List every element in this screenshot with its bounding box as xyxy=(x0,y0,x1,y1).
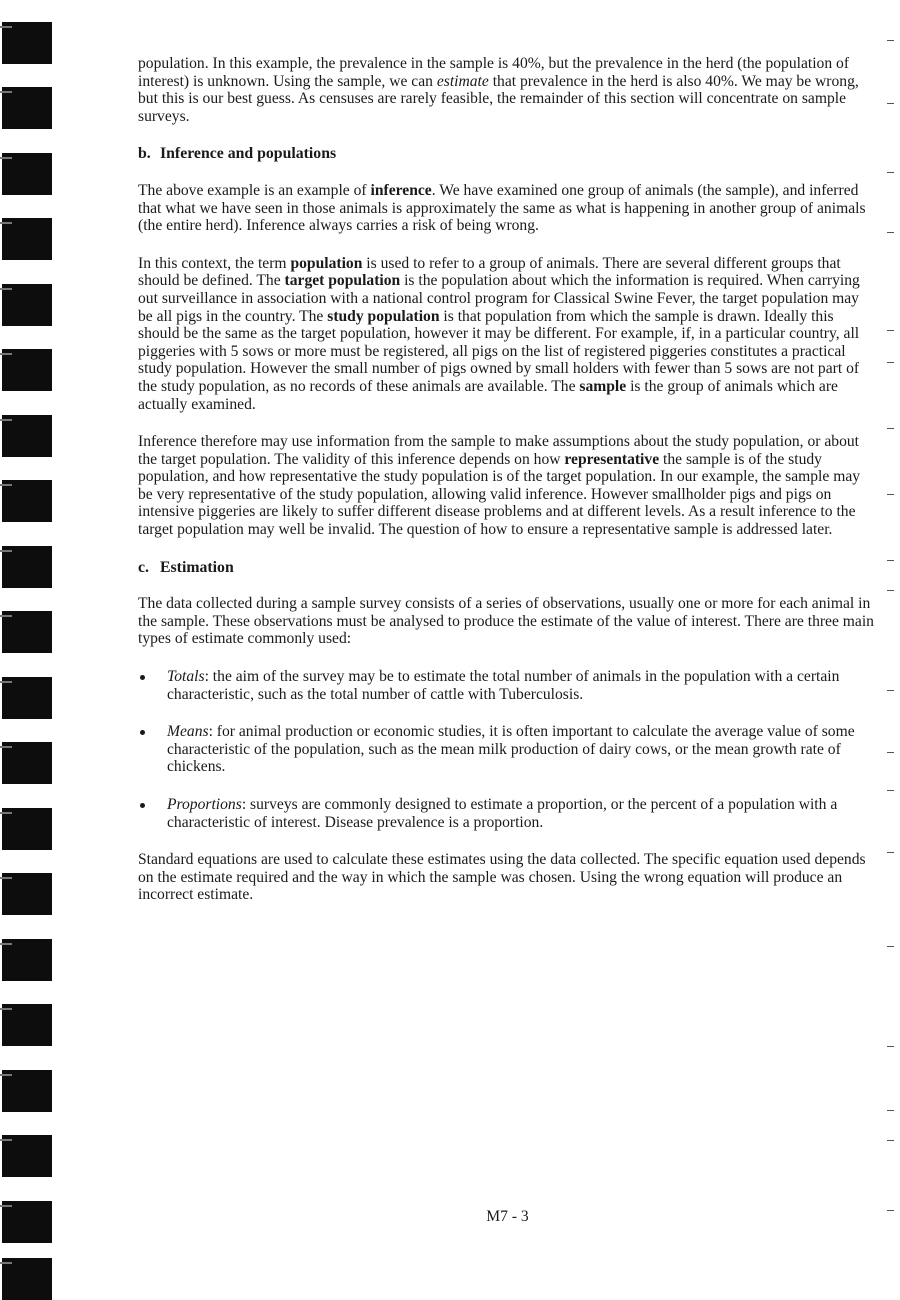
binding-mark xyxy=(2,218,52,260)
binding-mark xyxy=(2,22,52,64)
text-run: target population xyxy=(284,272,401,290)
binding-mark xyxy=(2,1135,52,1177)
text-run: estimate xyxy=(436,72,489,90)
list-item-text xyxy=(167,723,855,775)
text-run: . We have examined one group of animals (the sample), and inferred that what we have seen in those animals is approximately the same as what is happening in another group of animals (the entire herd). Inference always carries a risk of being wrong. xyxy=(138,181,866,235)
section-c-heading xyxy=(138,559,874,577)
section-c-paragraph-2 xyxy=(138,851,874,904)
binding-mark xyxy=(2,1070,52,1112)
text-run: Means xyxy=(167,723,209,741)
section-b-paragraph-3 xyxy=(138,433,874,539)
list-item xyxy=(138,796,874,831)
text-run: : surveys are commonly designed to estimate a proportion, or the percent of a population with a characteristic of interest. Disease prevalence is a proportion. xyxy=(167,796,838,831)
binding-mark xyxy=(2,1004,52,1046)
edge-tick xyxy=(887,428,894,429)
list-item-text xyxy=(167,668,839,703)
section-b-paragraph-1 xyxy=(138,182,874,235)
binding-mark xyxy=(2,480,52,522)
edge-tick xyxy=(887,1110,894,1111)
text-run: study population xyxy=(327,307,440,325)
binding-mark xyxy=(2,873,52,915)
text-run: Standard equations are used to calculate these estimates using the data collected. The specific equation used depends on the estimate required and the way in which the sample was chosen. Using the wrong equation will produce an incorrect estimate. xyxy=(138,851,866,904)
text-run: population. In this example, the prevalence in the sample is 40%, but the prevalence in the herd (the population of interest) is unknown. Using the sample, we can xyxy=(138,55,850,90)
page-number: M7 - 3 xyxy=(486,1208,529,1225)
text-run: In this context, the term xyxy=(138,254,291,272)
binding-mark xyxy=(2,611,52,653)
text-run: : for animal production or economic studies, it is often important to calculate the average value of some characteristic of the population, such as the mean milk production of dairy cows, or the mean growth rate of chickens. xyxy=(167,723,855,776)
binding-mark xyxy=(2,677,52,719)
binding-mark xyxy=(2,742,52,784)
edge-tick xyxy=(887,1046,894,1047)
edge-tick xyxy=(887,1140,894,1141)
edge-tick xyxy=(887,852,894,853)
section-b-title: Inference and populations xyxy=(160,145,337,163)
edge-tick xyxy=(887,946,894,947)
text-run: representative xyxy=(564,450,660,468)
list-item xyxy=(138,668,874,703)
text-run: Inference therefore may use information from the sample to make assumptions about the study population, or about the target population. The validity of this inference depends on how xyxy=(138,433,860,468)
section-c-title: Estimation xyxy=(160,558,234,576)
text-run: is the population about which the information is required. When carrying out surveillance in association with a national control program for Classical Swine Fever, the target population may be all pigs in the country. The xyxy=(138,272,860,325)
section-b-heading xyxy=(138,145,874,163)
text-run: inference xyxy=(370,181,432,199)
edge-tick xyxy=(887,330,894,331)
binding-mark xyxy=(2,1258,52,1300)
section-b-paragraph-2 xyxy=(138,255,874,413)
binding-mark xyxy=(2,415,52,457)
binding-mark xyxy=(2,87,52,129)
edge-tick xyxy=(887,790,894,791)
section-b-label: b. xyxy=(138,145,151,163)
text-run: is the group of animals which are actually examined. xyxy=(138,377,838,413)
binding-margin xyxy=(0,0,60,1279)
text-run: Totals xyxy=(167,668,205,686)
edge-tick xyxy=(887,103,894,104)
list-item xyxy=(138,723,874,776)
binding-mark xyxy=(2,939,52,981)
binding-mark xyxy=(2,546,52,588)
text-run: sample xyxy=(579,377,627,395)
text-run: that prevalence in the herd is also 40%. We may be wrong, but this is our best guess. As censuses are rarely feasible, the remainder of this section will concentrate on sample surveys. xyxy=(138,72,859,125)
edge-tick xyxy=(887,232,894,233)
intro-paragraph xyxy=(138,55,874,125)
text-run: is that population from which the sample is drawn. Ideally this should be the same as the target population, however it may be different. For example, if, in a particular country, all piggeries with 5 sows or more must be registered, all pigs on the list of registered piggeries constitutes a practical study population. However the small number of pigs owned by small holders with fewer than 5 sows are not part of the study population, as no records of these animals are available. The xyxy=(138,307,860,395)
edge-tick xyxy=(887,690,894,691)
edge-tick xyxy=(887,590,894,591)
edge-tick xyxy=(887,494,894,495)
section-c-paragraph-1 xyxy=(138,595,874,648)
edge-tick xyxy=(887,40,894,41)
edge-tick xyxy=(887,560,894,561)
binding-mark xyxy=(2,808,52,850)
text-run: : the aim of the survey may be to estimate the total number of animals in the population with a certain characteristic, such as the total number of cattle with Tuberculosis. xyxy=(167,668,840,703)
edge-tick xyxy=(887,362,894,363)
text-run: the sample is of the study population, and how representative the study population is of the target population. In our example, the sample may be very representative of the study population, allowing valid inference. However smallholder pigs and pigs on intensive piggeries are likely to suffer different disease problems and at different levels. As a result inference to the target population may well be invalid. The question of how to ensure a representative sample is addressed later. xyxy=(138,450,861,539)
text-run: population xyxy=(290,254,363,272)
list-item-text xyxy=(167,796,837,831)
scan-edge-marks xyxy=(878,0,900,1279)
text-run: Proportions xyxy=(167,796,242,813)
section-c-label: c. xyxy=(138,558,149,576)
text-run: The above example is an example of xyxy=(138,181,371,199)
binding-mark xyxy=(2,284,52,326)
edge-tick xyxy=(887,752,894,753)
binding-mark xyxy=(2,349,52,391)
document-page xyxy=(138,55,874,924)
binding-mark xyxy=(2,153,52,195)
edge-tick xyxy=(887,172,894,173)
text-run: The data collected during a sample survey consists of a series of observations, usually one or more for each animal in the sample. These observations must be analysed to produce the estimate of the value of interest. There are three main types of estimate commonly used: xyxy=(138,595,874,648)
estimate-types-list xyxy=(138,668,874,831)
text-run: is used to refer to a group of animals. There are several different groups that should be defined. The xyxy=(138,254,841,290)
